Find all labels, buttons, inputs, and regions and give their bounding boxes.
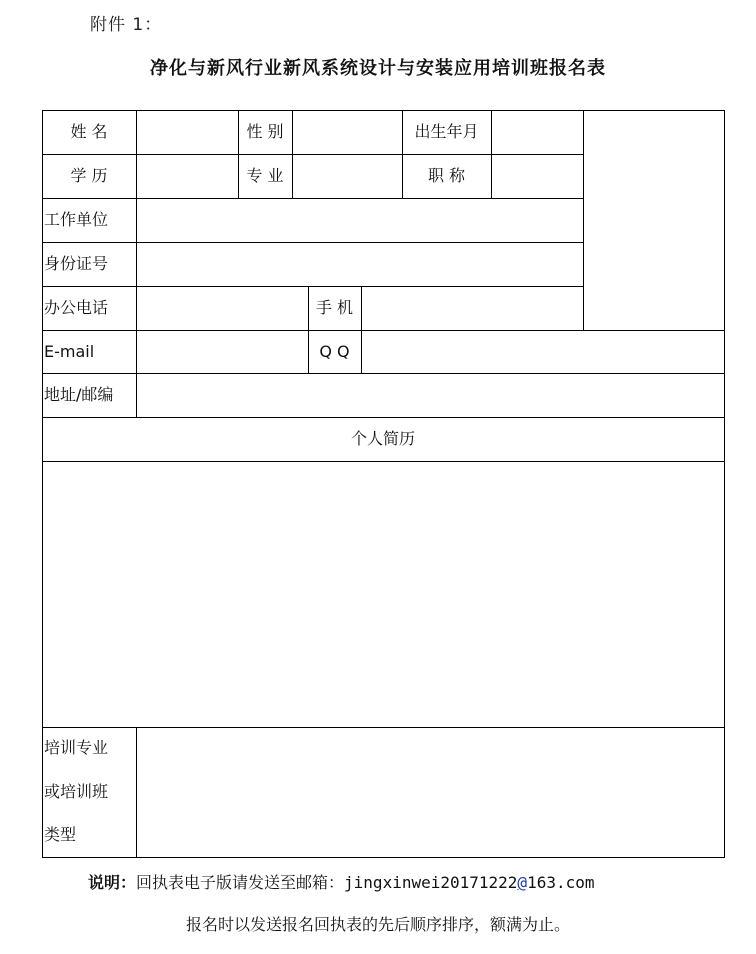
name-field[interactable] [137,111,238,154]
training-type-label-line3: 类型 [44,825,77,844]
email-address[interactable] [344,873,594,892]
email-domain: 163.com [527,873,595,892]
training-type-label-line1: 培训专业 [44,738,109,757]
ordering-note: 报名时以发送报名回执表的先后顺序排序，额满为止。 [185,915,570,934]
title-rank-field[interactable] [492,155,583,198]
training-type-field[interactable] [137,728,724,857]
form-title: 净化与新风行业新风系统设计与安装应用培训班报名表 [150,58,606,79]
office-phone-field[interactable] [137,287,308,330]
email-at-sign: @ [517,873,528,892]
note-prefix: 说明： [88,873,137,892]
submission-note [88,870,595,893]
major-field[interactable] [293,155,402,198]
id-number-label: 身份证号 [44,254,109,273]
title-rank-label: 职 称 [427,166,466,185]
email-label: E-mail [44,342,95,361]
resume-header: 个人简历 [350,429,415,448]
email-field[interactable] [137,331,308,373]
major-label: 专 业 [246,166,284,185]
id-number-field[interactable] [137,243,583,286]
mobile-label: 手 机 [315,298,354,317]
birth-date-label: 出生年月 [414,122,479,141]
qq-field[interactable] [362,331,724,373]
attachment-label: 附件 1： [90,15,163,35]
name-label: 姓 名 [70,122,108,141]
training-type-label-line2: 或培训班 [44,782,109,801]
photo-area[interactable] [584,111,724,330]
gender-field[interactable] [293,111,402,154]
resume-field[interactable] [43,462,724,727]
employer-label: 工作单位 [44,210,109,229]
address-field[interactable] [137,374,724,417]
office-phone-label: 办公电话 [44,298,109,317]
address-label: 地址/邮编 [44,385,114,404]
birth-date-field[interactable] [492,111,583,154]
gender-label: 性 别 [246,122,284,141]
mobile-field[interactable] [362,287,583,330]
note-text: 回执表电子版请发送至邮箱： [136,873,345,892]
employer-field[interactable] [137,199,583,242]
education-field[interactable] [137,155,238,198]
qq-label: Q Q [319,342,350,361]
education-label: 学 历 [70,166,108,185]
email-local-part: jingxinwei20171222 [344,873,518,892]
